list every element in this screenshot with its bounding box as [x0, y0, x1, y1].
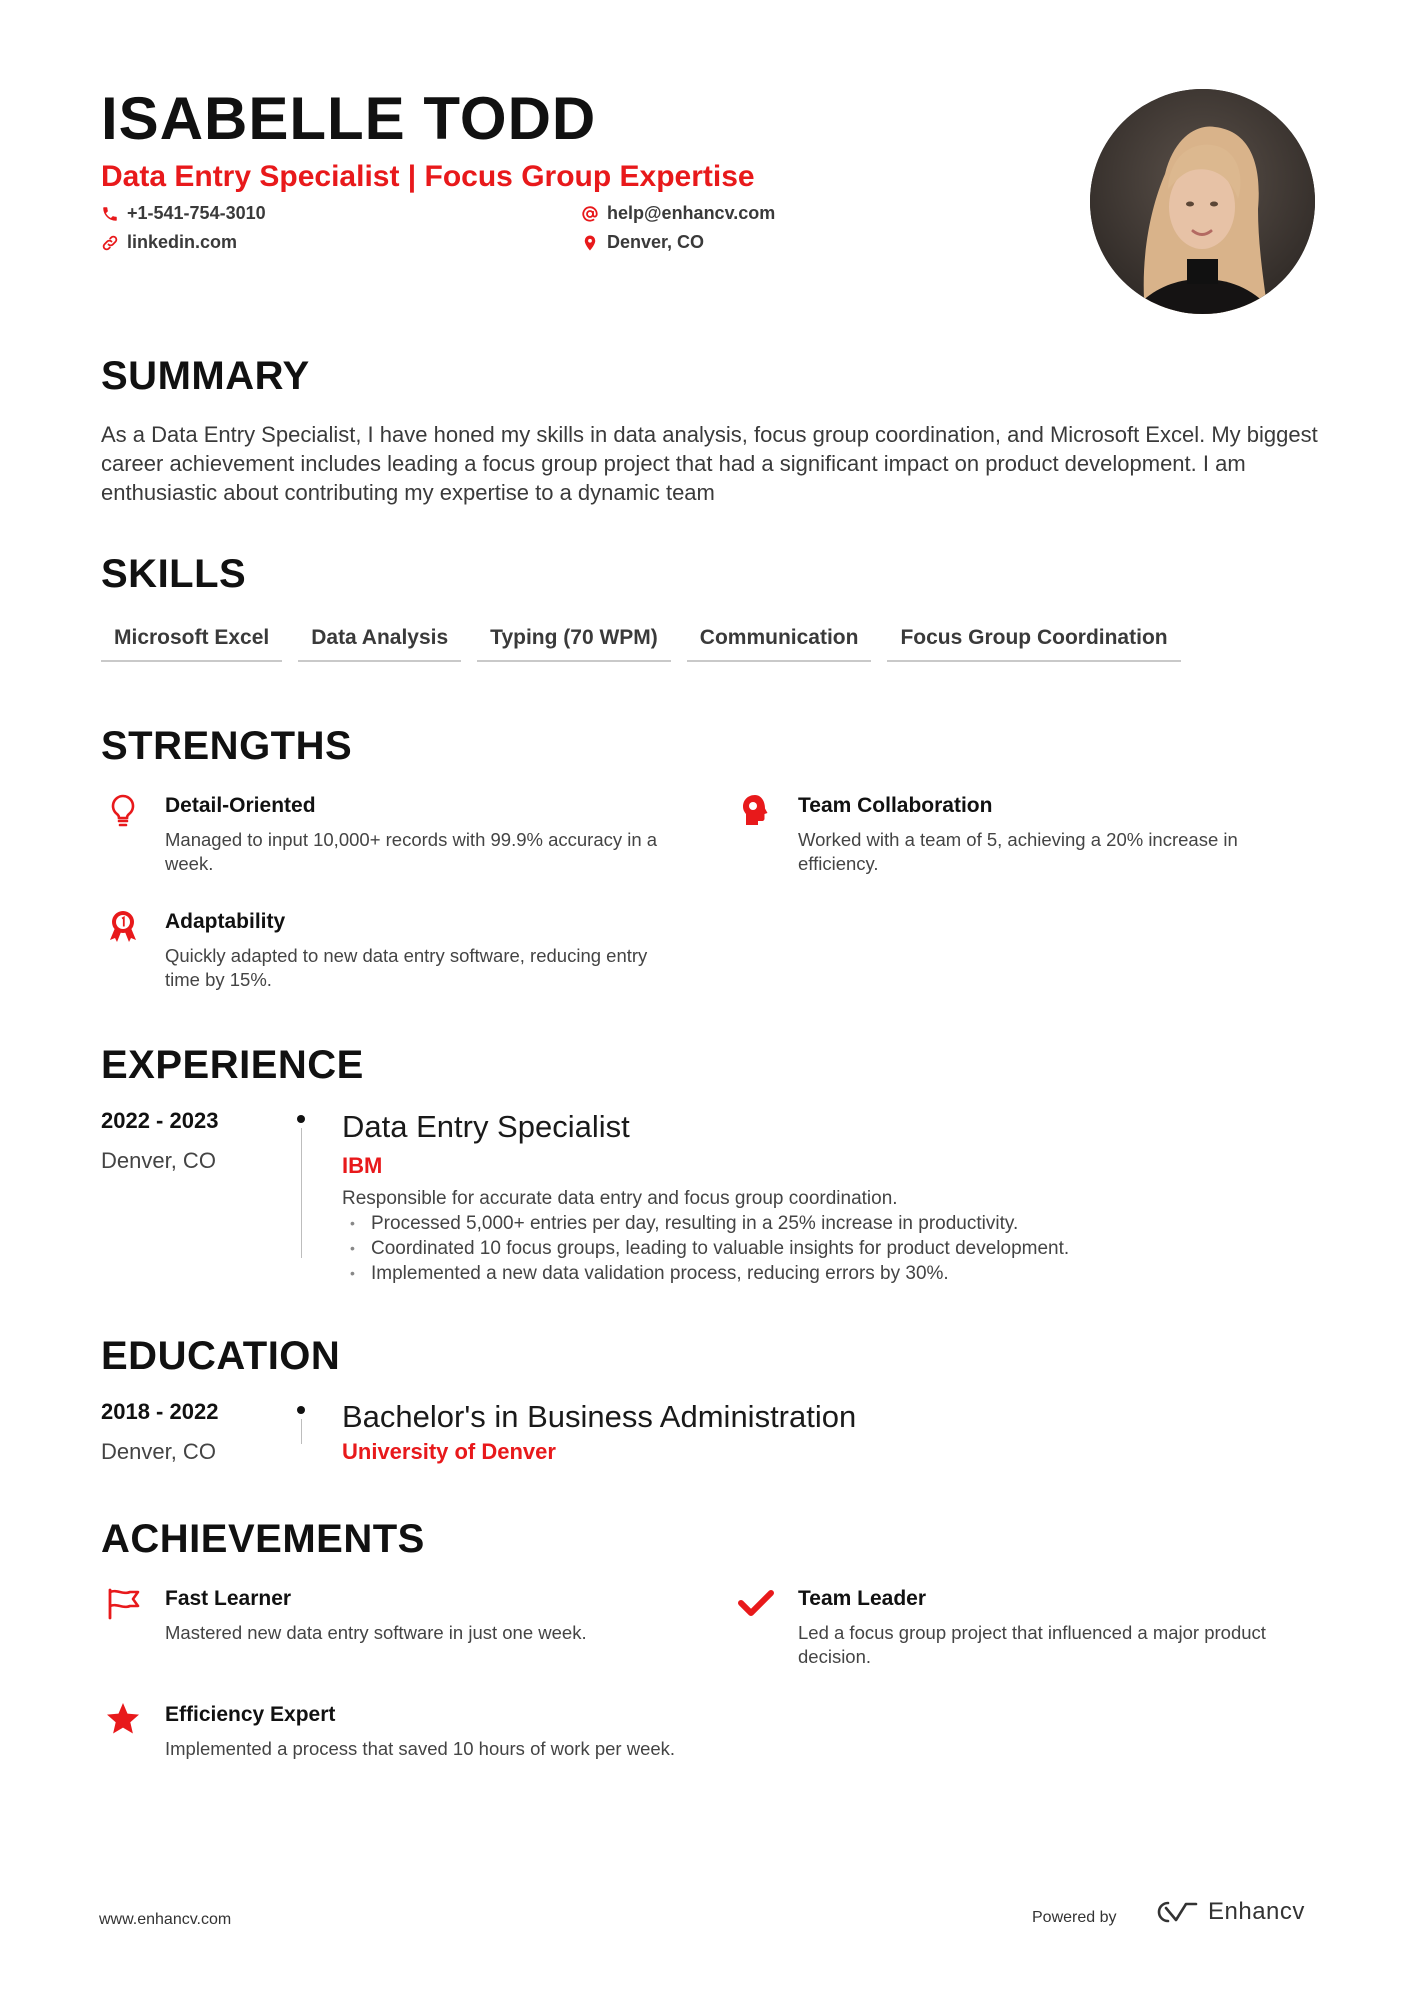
- strength-desc: Quickly adapted to new data entry software, reducing entry time by 15%.: [165, 945, 648, 990]
- experience-meta: [101, 1108, 218, 1174]
- list-item: • Processed 5,000+ entries per day, resulting in a 25% increase in productivity.: [342, 1211, 1242, 1236]
- experience-body: [342, 1186, 1242, 1286]
- skills-list: [101, 622, 1181, 662]
- timeline-dot: [297, 1115, 305, 1123]
- achievement-desc: Mastered new data entry software in just one week.: [165, 1622, 587, 1643]
- location-text: Denver, CO: [607, 232, 705, 252]
- skill-tag: Typing (70 WPM): [477, 622, 671, 662]
- summary-heading: SUMMARY: [101, 354, 310, 398]
- experience-description: Responsible for accurate data entry and focus group coordination.: [342, 1188, 898, 1209]
- footer-powered-by: Powered by: [1032, 1909, 1117, 1926]
- at-icon: [581, 205, 599, 223]
- timeline-line: [301, 1419, 302, 1444]
- email-text: help@enhancv.com: [607, 203, 776, 223]
- education-degree: Bachelor's in Business Administration: [342, 1399, 857, 1434]
- experience-dates: 2022 - 2023: [101, 1108, 219, 1133]
- education-location: Denver, CO: [101, 1439, 216, 1464]
- head-icon: [738, 792, 774, 828]
- list-item: • Implemented a new data validation process, reducing errors by 30%.: [342, 1261, 1242, 1286]
- flag-icon: [105, 1585, 141, 1621]
- contact-location: [581, 232, 704, 253]
- strength-desc: Managed to input 10,000+ records with 99.9% accuracy in a week.: [165, 829, 658, 874]
- contact-linkedin[interactable]: [101, 232, 237, 253]
- education-dates: 2018 - 2022: [101, 1399, 219, 1424]
- achievement-desc: Implemented a process that saved 10 hours of work per week.: [165, 1738, 676, 1759]
- timeline-line: [301, 1128, 302, 1258]
- experience-role: Data Entry Specialist: [342, 1109, 630, 1144]
- location-pin-icon: [581, 234, 599, 252]
- education-school: University of Denver: [342, 1439, 556, 1464]
- achievement-title: Fast Learner: [165, 1587, 292, 1610]
- skills-heading: SKILLS: [101, 552, 247, 596]
- footer-brand-logo[interactable]: [1152, 1898, 1305, 1926]
- award-ribbon-icon: [105, 908, 141, 944]
- experience-company: IBM: [342, 1153, 383, 1178]
- skill-tag: Focus Group Coordination: [887, 622, 1180, 662]
- strength-desc: Worked with a team of 5, achieving a 20% increase in efficiency.: [798, 829, 1238, 874]
- contact-phone[interactable]: [101, 203, 266, 224]
- checkmark-icon: [738, 1585, 774, 1621]
- footer-website-link[interactable]: www.enhancv.com: [99, 1911, 232, 1928]
- achievement-desc: Led a focus group project that influenced a major product decision.: [798, 1622, 1266, 1667]
- strength-title: Detail-Oriented: [165, 794, 316, 817]
- achievements-heading: ACHIEVEMENTS: [101, 1517, 425, 1561]
- candidate-name: ISABELLE TODD: [101, 85, 597, 152]
- education-meta: [101, 1399, 218, 1465]
- achievement-title: Efficiency Expert: [165, 1703, 336, 1726]
- contact-email[interactable]: [581, 203, 775, 224]
- link-icon: [101, 234, 119, 252]
- strengths-heading: STRENGTHS: [101, 724, 353, 768]
- experience-bullets: [342, 1211, 1242, 1286]
- timeline-dot: [297, 1406, 305, 1414]
- experience-location: Denver, CO: [101, 1148, 216, 1173]
- portrait-photo: [1090, 89, 1315, 314]
- candidate-title: Data Entry Specialist | Focus Group Expertise: [101, 160, 755, 193]
- summary-text: As a Data Entry Specialist, I have honed my skills in data analysis, focus group coordination, and Microsoft Excel. My biggest career achievement includes leading a focus group project that had a significant impact on product development. I am enthusiastic about contributing my expertise to a dynamic team: [101, 422, 1318, 505]
- education-heading: EDUCATION: [101, 1334, 341, 1378]
- linkedin-text: linkedin.com: [127, 232, 238, 252]
- phone-icon: [101, 205, 119, 223]
- skill-tag: Microsoft Excel: [101, 622, 282, 662]
- enhancv-logo-icon: [1152, 1898, 1200, 1926]
- avatar: [1090, 89, 1315, 314]
- achievement-title: Team Leader: [798, 1587, 926, 1610]
- phone-text: +1-541-754-3010: [127, 203, 266, 223]
- strength-title: Team Collaboration: [798, 794, 993, 817]
- list-item: • Coordinated 10 focus groups, leading to valuable insights for product development.: [342, 1236, 1242, 1261]
- experience-heading: EXPERIENCE: [101, 1043, 364, 1087]
- lightbulb-icon: [105, 792, 141, 828]
- skill-tag: Data Analysis: [298, 622, 461, 662]
- strength-title: Adaptability: [165, 910, 286, 933]
- skill-tag: Communication: [687, 622, 872, 662]
- star-icon: [105, 1701, 141, 1737]
- brand-name: Enhancv: [1208, 1898, 1305, 1925]
